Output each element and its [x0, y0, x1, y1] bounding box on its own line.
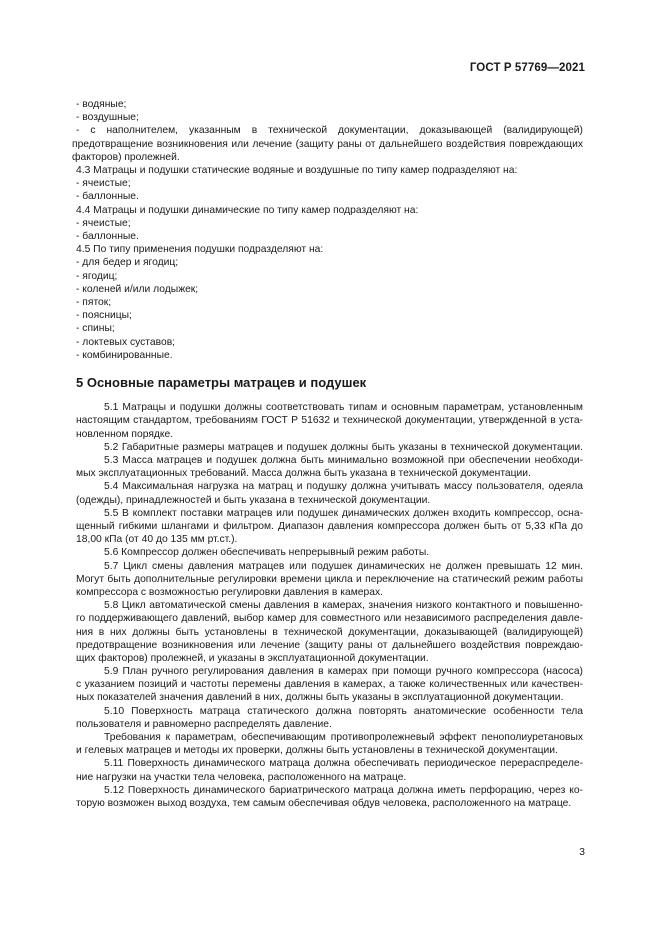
text-line: - водяные;	[76, 99, 127, 110]
text-line: ния в них должны быть установлены в технической документации, доказывающей (валидирующей)	[76, 626, 583, 638]
section-heading: 5 Основные параметры матрацев и подушек	[76, 375, 367, 391]
text-line: ние нагрузки на участки тела человека, расположенного на матраце.	[76, 771, 407, 783]
text-line: настоящим стандартом, требованиям ГОСТ Р 51632 и технической документации, утвержденной в уста-	[76, 415, 583, 427]
text-line: - комбинированные.	[76, 349, 173, 361]
text-line: торую возможен выход воздуха, тем самым обеспечивая обдув человека, расположенного на матраце.	[76, 798, 572, 810]
text-line: ных показателей значения давлений в них, должны быть указаны в эксплуатационной документации.	[76, 692, 564, 704]
text-line: - ячеистые;	[76, 217, 131, 229]
text-line: 5.8 Цикл автоматической смены давления в камерах, значения низкого контактного и повышенно-	[104, 600, 583, 612]
text-line: - ячеистые;	[76, 178, 131, 190]
text-line: 5.2 Габаритные размеры матрацев и подушек должны быть указаны в технической документации.	[104, 441, 583, 453]
text-line: 5.4 Максимальная нагрузка на матрац и подушку должна учитывать массу пользователя, одеяла	[104, 481, 583, 493]
text-line: - спины;	[76, 323, 115, 335]
text-line: факторов) пролежней.	[72, 151, 180, 163]
text-line: 5.3 Масса матрацев и подушек должна быть минимально возможной при обеспечении необходи-	[104, 455, 583, 466]
text-line: - пяток;	[76, 297, 112, 309]
text-line: 5.6 Компрессор должен обеспечивать непрерывный режим работы.	[104, 547, 430, 559]
document-body	[72, 98, 583, 810]
text-line: 4.5 По типу применения подушки подразделяют на:	[76, 244, 324, 256]
text-line: 4.3 Матрацы и подушки статические водяные и воздушные по типу камер подразделяют на:	[76, 164, 518, 176]
text-line: и гелевых матрацев и методы их проверки, должны быть установлены в технической документации.	[76, 745, 558, 757]
text-line: предотвращение возникновения или лечение (защиту раны от дальнейшего воздействия повреждающих	[72, 138, 583, 150]
text-line: пользователя и равномерно распределять давление.	[76, 718, 332, 730]
text-line: новленном порядке.	[76, 428, 174, 440]
text-line: Могут быть дополнительные регулировки времени цикла и переключение на статический режим работы	[76, 573, 583, 585]
text-line: 5.11 Поверхность динамического матраца должна обеспечивать периодическое перераспределе-	[104, 758, 583, 770]
text-line: - воздушные;	[76, 112, 139, 124]
text-line: с указанием позиций и частоты перемены давления в камерах, а также количественных или качествен-	[76, 679, 583, 691]
section-5-body	[76, 401, 583, 810]
text-line: щих факторов) пролежней, и указаны в эксплуатационной документации.	[76, 652, 429, 664]
text-line: предотвращение возникновения или лечение (защиту раны от дальнейшего воздействия повреждаю-	[76, 639, 583, 651]
text-line: Требования к параметрам, обеспечивающим противопролежневый эффект пенополиуретановых	[104, 732, 583, 744]
text-line: - баллонные.	[76, 191, 139, 203]
text-line: - поясницы;	[76, 310, 132, 322]
classification-list	[72, 98, 583, 362]
text-line: 5.12 Поверхность динамического бариатрического матраца должна иметь перфорацию, через ко-	[104, 784, 583, 796]
text-line: 5.10 Поверхность матраца статического должна повторять анатомические особенности тела	[104, 705, 583, 717]
text-line: 5.9 План ручного регулирования давления в камерах при помощи ручного компрессора (насоса)	[104, 666, 583, 678]
text-line: 5.7 Цикл смены давления матрацев или подушек динамических не должен превышать 12 мин.	[104, 560, 583, 572]
text-line: 4.4 Матрацы и подушки динамические по типу камер подразделяют на:	[76, 204, 419, 216]
text-line: - локтевых суставов;	[76, 336, 176, 348]
page-number: 3	[579, 846, 585, 858]
text-line: - баллонные.	[76, 231, 139, 242]
text-line: (одежды), принадлежностей и быть указана в технической документации.	[76, 494, 431, 506]
text-line: - с наполнителем, указанным в технической документации, доказывающей (валидирующей)	[76, 125, 583, 137]
text-line: - для бедер и ягодиц;	[76, 257, 179, 269]
text-line: щенный гибкими шлангами и фильтром. Диапазон давления компрессора должен быть от 5,33 кПа до	[76, 520, 583, 532]
text-line: мых эксплуатационных требований. Масса должна быть указана в технической документации.	[76, 468, 531, 480]
text-line: компрессора с возможностью регулировки давления в камерах.	[76, 586, 383, 598]
text-line: 5.1 Матрацы и подушки должны соответствовать типам и основным параметрам, установленным	[104, 402, 583, 414]
text-line: го поддерживающего давлений, выбор камер для совместного или независимого распределения давле-	[76, 613, 583, 625]
document-id-header: ГОСТ Р 57769—2021	[469, 62, 585, 74]
text-line: - коленей и/или лодыжек;	[76, 283, 199, 295]
text-line: - ягодиц;	[76, 270, 118, 282]
text-line: 5.5 В комплект поставки матрацев или подушек динамических должен входить компрессор, осна-	[104, 507, 583, 519]
text-line: 18,00 кПа (от 40 до 135 мм рт.ст.).	[76, 534, 238, 546]
